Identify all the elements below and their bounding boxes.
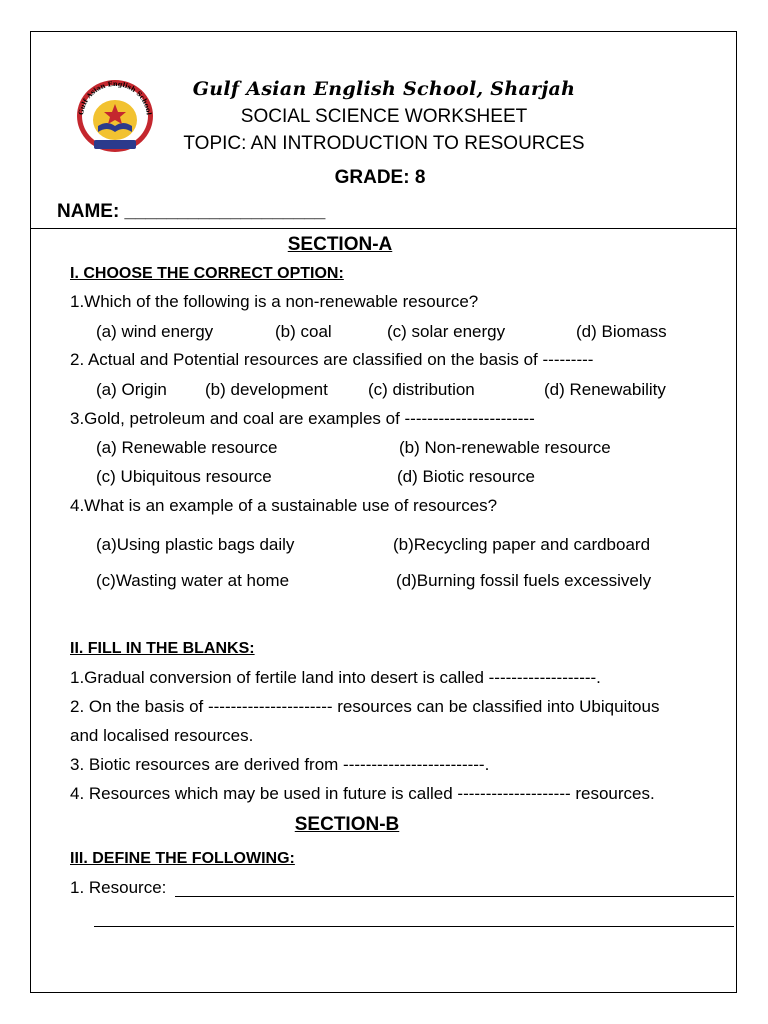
fill-line-2-cont: and localised resources.	[70, 726, 254, 745]
worksheet-title: SOCIAL SCIENCE WORKSHEET	[240, 106, 528, 127]
q2-option-a[interactable]: (a) Origin	[96, 380, 167, 399]
q3-option-d[interactable]: (d) Biotic resource	[397, 467, 535, 486]
fill-line-1: 1.Gradual conversion of fertile land into desert is called -------------------.	[70, 668, 601, 687]
part1-heading: I. CHOOSE THE CORRECT OPTION:	[70, 265, 344, 282]
section-b-title: SECTION-B	[294, 814, 400, 835]
q4-option-b[interactable]: (b)Recycling paper and cardboard	[393, 535, 651, 554]
school-logo	[72, 76, 158, 156]
q4-option-c[interactable]: (c)Wasting water at home	[96, 571, 290, 590]
q2-text: 2. Actual and Potential resources are classified on the basis of ---------	[70, 350, 594, 369]
define-q1-label: 1. Resource:	[70, 878, 167, 897]
q4-option-a[interactable]: (a)Using plastic bags daily	[96, 535, 295, 554]
school-name: Gulf Asian English School, Sharjah	[192, 78, 576, 100]
q2-option-c[interactable]: (c) distribution	[368, 380, 475, 399]
fill-line-4: 4. Resources which may be used in future is called -------------------- resources.	[70, 784, 655, 803]
q1-option-c[interactable]: (c) solar energy	[387, 322, 506, 341]
grade-label: GRADE: 8	[334, 167, 426, 188]
q3-option-c[interactable]: (c) Ubiquitous resource	[96, 467, 272, 486]
fill-line-2: 2. On the basis of ---------------------- resources can be classified into Ubiquitous	[70, 697, 660, 716]
section-a-title: SECTION-A	[287, 234, 393, 255]
q1-option-a[interactable]: (a) wind energy	[96, 322, 214, 341]
name-field[interactable]: NAME: ___________________	[57, 201, 326, 222]
part2-heading: II. FILL IN THE BLANKS:	[70, 640, 255, 657]
topic-title: TOPIC: AN INTRODUCTION TO RESOURCES	[183, 133, 585, 154]
q2-option-d[interactable]: (d) Renewability	[544, 380, 666, 399]
q4-option-d[interactable]: (d)Burning fossil fuels excessively	[396, 571, 652, 590]
q2-option-b[interactable]: (b) development	[205, 380, 328, 399]
logo-arc-text: Gulf Asian English School	[77, 79, 153, 116]
fill-line-3: 3. Biotic resources are derived from -------------------------.	[70, 755, 490, 774]
q3-option-b[interactable]: (b) Non-renewable resource	[399, 438, 611, 457]
header-divider	[30, 228, 737, 229]
q3-option-a[interactable]: (a) Renewable resource	[96, 438, 278, 457]
q1-text: 1.Which of the following is a non-renewable resource?	[70, 292, 479, 311]
q3-text: 3.Gold, petroleum and coal are examples of -----------------------	[70, 409, 535, 428]
answer-line-2[interactable]	[94, 926, 734, 927]
q1-option-b[interactable]: (b) coal	[275, 322, 332, 341]
q4-text: 4.What is an example of a sustainable use of resources?	[70, 496, 498, 515]
q1-option-d[interactable]: (d) Biomass	[576, 322, 667, 341]
answer-line-1[interactable]	[175, 896, 734, 897]
part3-heading: III. DEFINE THE FOLLOWING:	[70, 850, 295, 867]
